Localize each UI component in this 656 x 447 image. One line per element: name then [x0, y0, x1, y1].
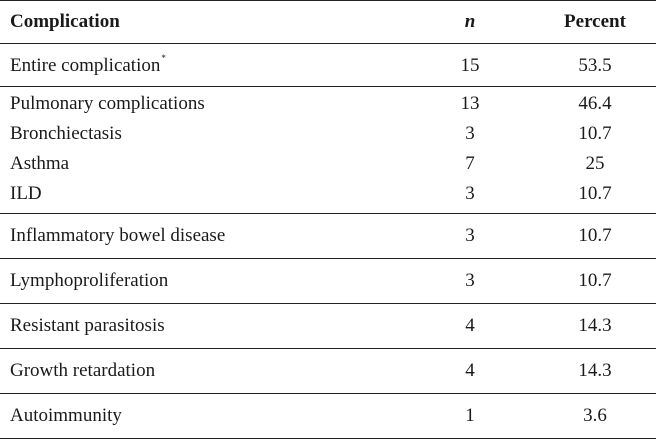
- row-n: 7: [465, 153, 475, 174]
- row-percent: 3.6: [583, 405, 607, 426]
- row-n: 3: [465, 270, 475, 291]
- row-group-lympho: [0, 259, 656, 303]
- table-row: [0, 51, 656, 81]
- header-complication: Complication: [10, 11, 120, 32]
- row-group-ibd: [0, 214, 656, 258]
- row-n: 3: [465, 183, 475, 204]
- row-percent: 10.7: [578, 123, 612, 144]
- row-group-pulmonary: [0, 87, 656, 213]
- row-label: [10, 51, 166, 81]
- table-row: [0, 119, 656, 149]
- row-label: Autoimmunity: [10, 405, 122, 426]
- row-label: Lymphoproliferation: [10, 270, 169, 291]
- row-percent: 10.7: [578, 183, 612, 204]
- table-row: [0, 149, 656, 179]
- row-n: 3: [465, 225, 475, 246]
- row-percent: 53.5: [578, 55, 612, 76]
- row-label: Growth retardation: [10, 360, 156, 381]
- bottom-rule: [0, 438, 656, 439]
- row-percent: 10.7: [578, 270, 612, 291]
- row-group-entire: [0, 44, 656, 86]
- table-row: [0, 221, 656, 251]
- row-group-growth: [0, 349, 656, 393]
- row-label: Inflammatory bowel disease: [10, 225, 226, 246]
- table-row: [0, 266, 656, 296]
- footnote-mark: *: [161, 53, 166, 63]
- row-n: 4: [465, 315, 475, 336]
- entire-label: Entire complication: [10, 55, 161, 76]
- row-n: 15: [460, 55, 480, 76]
- table-row: [0, 401, 656, 431]
- row-label: ILD: [10, 183, 42, 204]
- row-label: Resistant parasitosis: [10, 315, 165, 336]
- row-n: 1: [465, 405, 475, 426]
- table-row: [0, 179, 656, 209]
- row-n: 3: [465, 123, 475, 144]
- table-row: [0, 89, 656, 119]
- row-label: Pulmonary complications: [10, 93, 205, 114]
- row-percent: 14.3: [578, 360, 612, 381]
- row-label: Bronchiectasis: [10, 123, 122, 144]
- row-percent: 25: [585, 153, 605, 174]
- table-row: [0, 356, 656, 386]
- row-percent: 46.4: [578, 93, 612, 114]
- header-row: [0, 1, 656, 43]
- row-group-parasitosis: [0, 304, 656, 348]
- header-percent: Percent: [564, 11, 626, 32]
- row-percent: 10.7: [578, 225, 612, 246]
- header-n: n: [464, 11, 476, 32]
- row-n: 13: [460, 93, 480, 114]
- row-percent: 14.3: [578, 315, 612, 336]
- row-group-autoimmunity: [0, 394, 656, 438]
- table-row: [0, 311, 656, 341]
- row-label: Asthma: [10, 153, 70, 174]
- row-n: 4: [465, 360, 475, 381]
